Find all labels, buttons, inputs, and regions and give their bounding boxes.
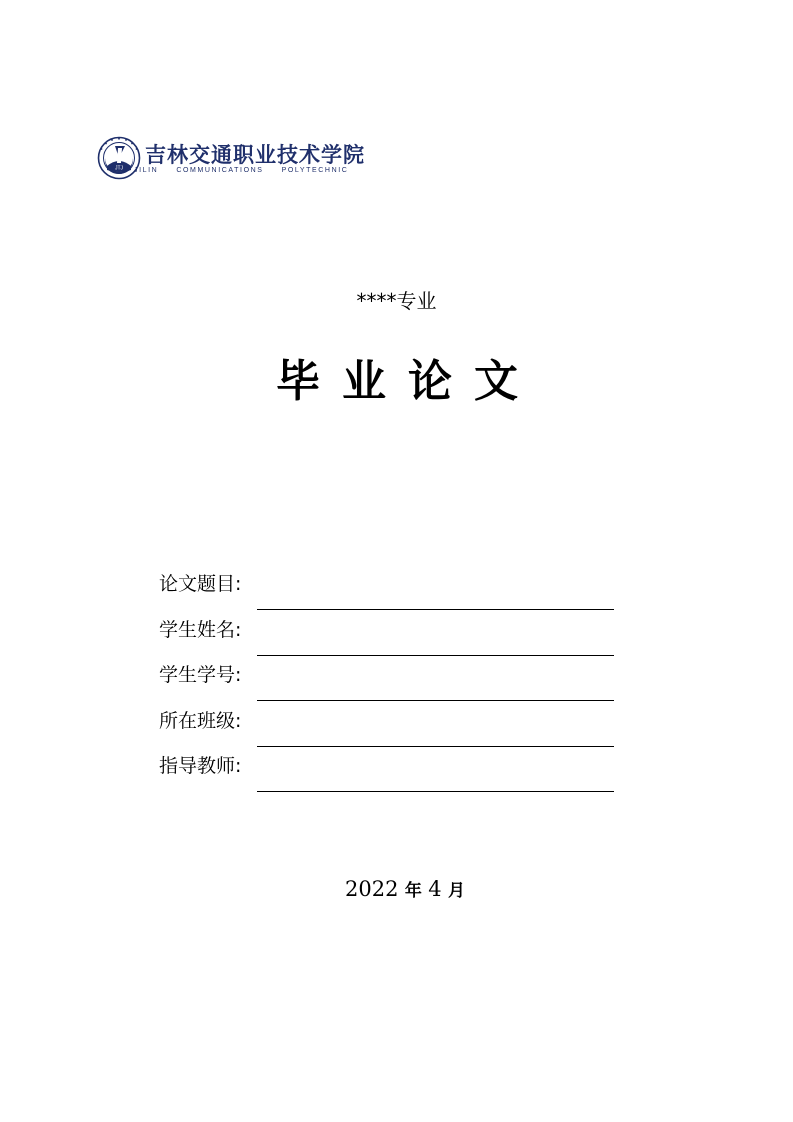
student-name-label: 学生姓名: [159, 618, 242, 641]
cover-info-form [159, 565, 619, 793]
advisor-label: 指导教师: [159, 755, 242, 777]
major-label: ****专业 [356, 289, 437, 313]
college-logo [97, 136, 377, 182]
advisor-field[interactable] [257, 791, 614, 792]
date-month-char: 月 [447, 881, 465, 901]
student-id-label: 学生学号: [159, 664, 242, 686]
date-year: 2022 [345, 877, 399, 901]
date-month: 4 [428, 877, 442, 901]
college-name-cn: 吉林交通职业技术学院 [145, 142, 365, 167]
thesis-title-label: 论文题目: [159, 573, 242, 595]
form-row-student-name [159, 611, 619, 657]
page-title: 毕业论文 [276, 356, 540, 407]
college-name-en-word: COMMUNICATIONS [176, 167, 264, 174]
form-row-thesis-title [159, 565, 619, 611]
college-name-en [134, 167, 366, 174]
submission-date [0, 876, 793, 901]
emblem-text: JTJ [114, 165, 124, 172]
college-name-en-word: POLYTECHNIC [281, 167, 349, 174]
form-row-class [159, 702, 619, 748]
form-row-student-id [159, 656, 619, 702]
date-year-char: 年 [404, 881, 422, 901]
form-row-advisor [159, 747, 619, 793]
college-name-en-word: JILIN [134, 167, 159, 174]
class-label: 所在班级: [159, 709, 242, 732]
